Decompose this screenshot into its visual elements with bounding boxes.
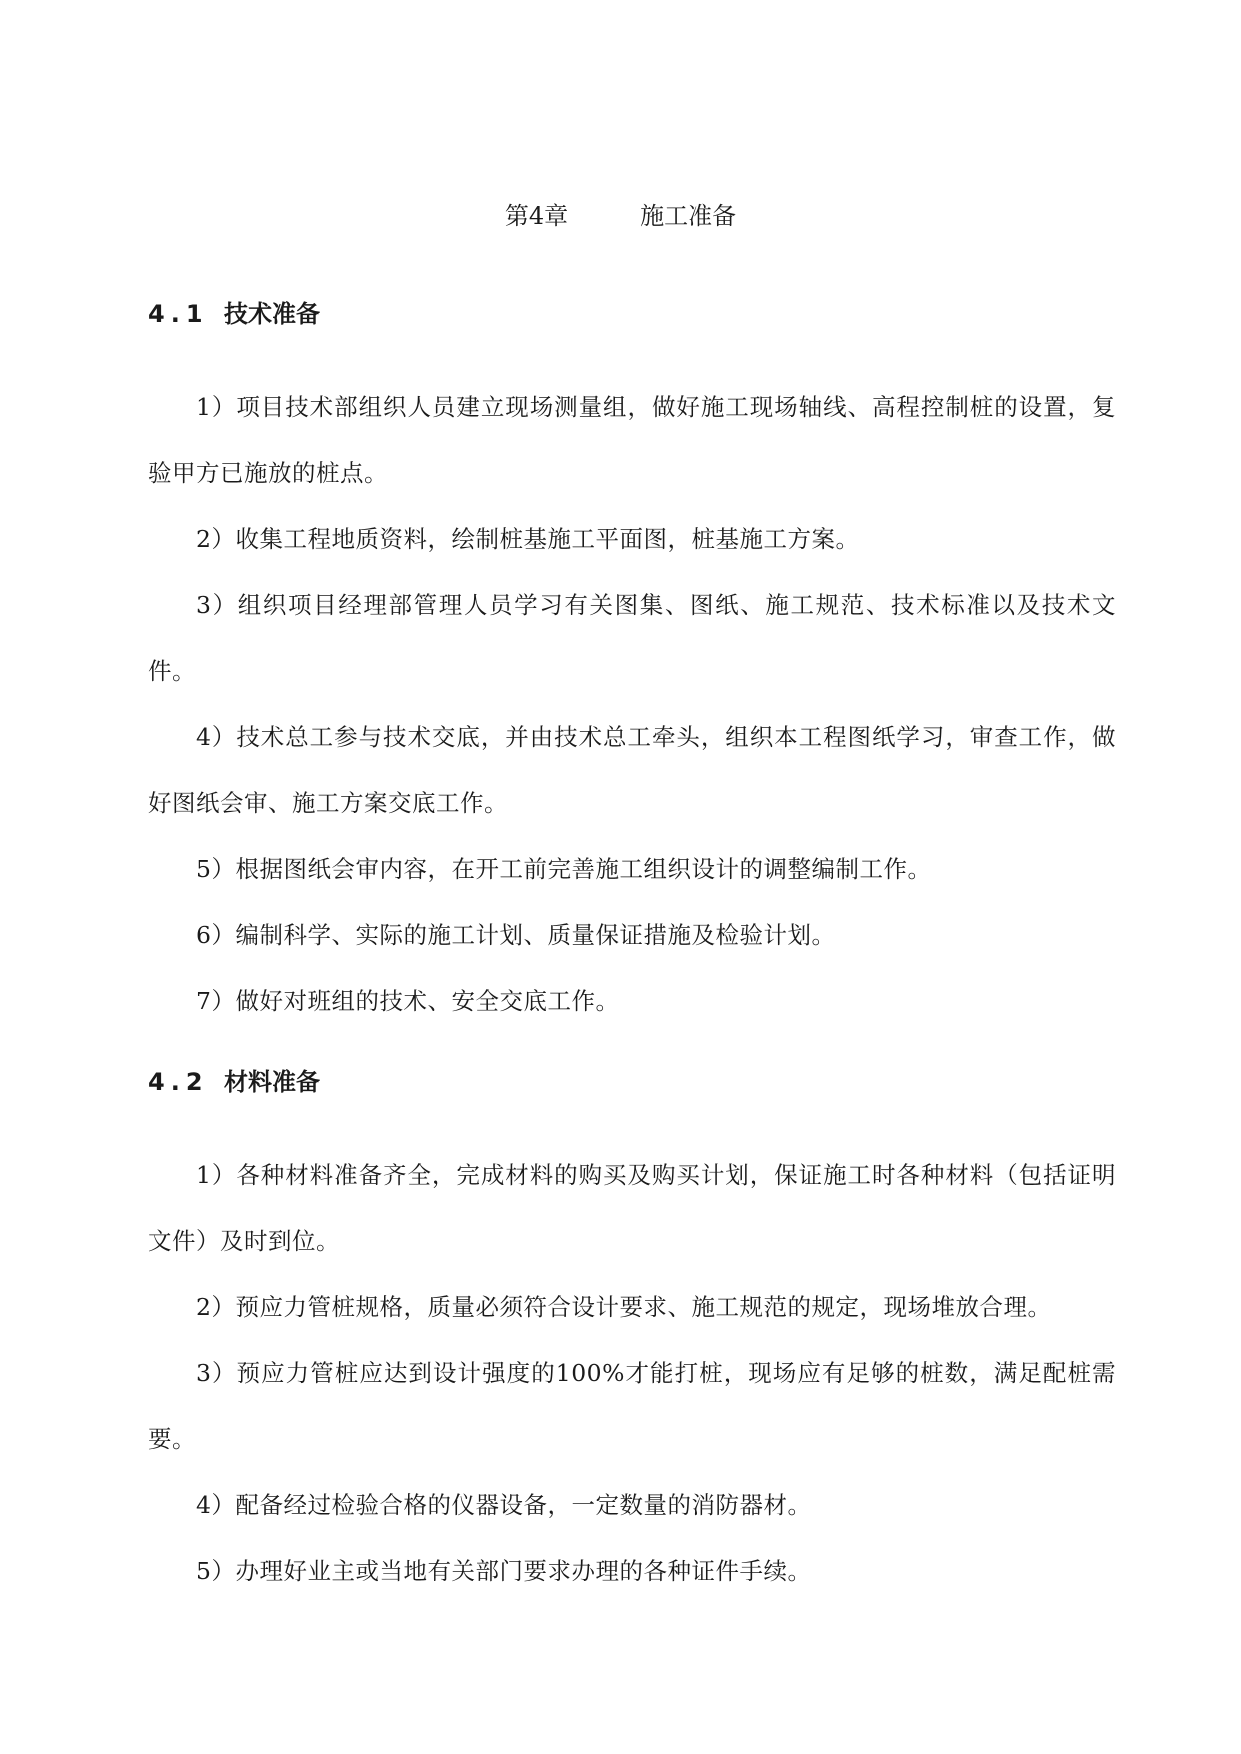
chapter-label: 第4章 — [504, 202, 569, 230]
chapter-name: 施工准备 — [640, 202, 737, 230]
paragraph: 2）预应力管桩规格，质量必须符合设计要求、施工规范的规定，现场堆放合理。 — [196, 1293, 1052, 1321]
paragraph: 7）做好对班组的技术、安全交底工作。 — [196, 987, 620, 1015]
paragraph: 5）办理好业主或当地有关部门要求办理的各种证件手续。 — [196, 1557, 812, 1585]
paragraph: 3）预应力管桩应达到设计强度的100%才能打桩，现场应有足够的桩数，满足配桩需要。 — [148, 1359, 1116, 1453]
chapter-title — [0, 196, 1241, 236]
section-number: 4.2 — [148, 1068, 209, 1096]
paragraph: 6）编制科学、实际的施工计划、质量保证措施及检验计划。 — [196, 921, 836, 949]
paragraph: 1）各种材料准备齐全，完成材料的购买及购买计划，保证施工时各种材料（包括证明文件）及时到位。 — [148, 1161, 1116, 1255]
section-title: 技术准备 — [224, 300, 320, 328]
section-number: 4.1 — [148, 300, 209, 328]
paragraph: 5）根据图纸会审内容，在开工前完善施工组织设计的调整编制工作。 — [196, 855, 932, 883]
paragraph: 1）项目技术部组织人员建立现场测量组，做好施工现场轴线、高程控制桩的设置，复验甲方已施放的桩点。 — [148, 393, 1116, 487]
section-title: 材料准备 — [224, 1068, 320, 1096]
paragraph: 4）技术总工参与技术交底，并由技术总工牵头，组织本工程图纸学习，审查工作，做好图纸会审、施工方案交底工作。 — [148, 723, 1116, 817]
paragraph: 4）配备经过检验合格的仪器设备，一定数量的消防器材。 — [196, 1491, 812, 1519]
paragraph: 2）收集工程地质资料，绘制桩基施工平面图，桩基施工方案。 — [196, 525, 860, 553]
paragraph: 3）组织项目经理部管理人员学习有关图集、图纸、施工规范、技术标准以及技术文件。 — [148, 591, 1116, 685]
section-heading-4-2 — [148, 1062, 320, 1102]
section-heading-4-1 — [148, 294, 320, 334]
